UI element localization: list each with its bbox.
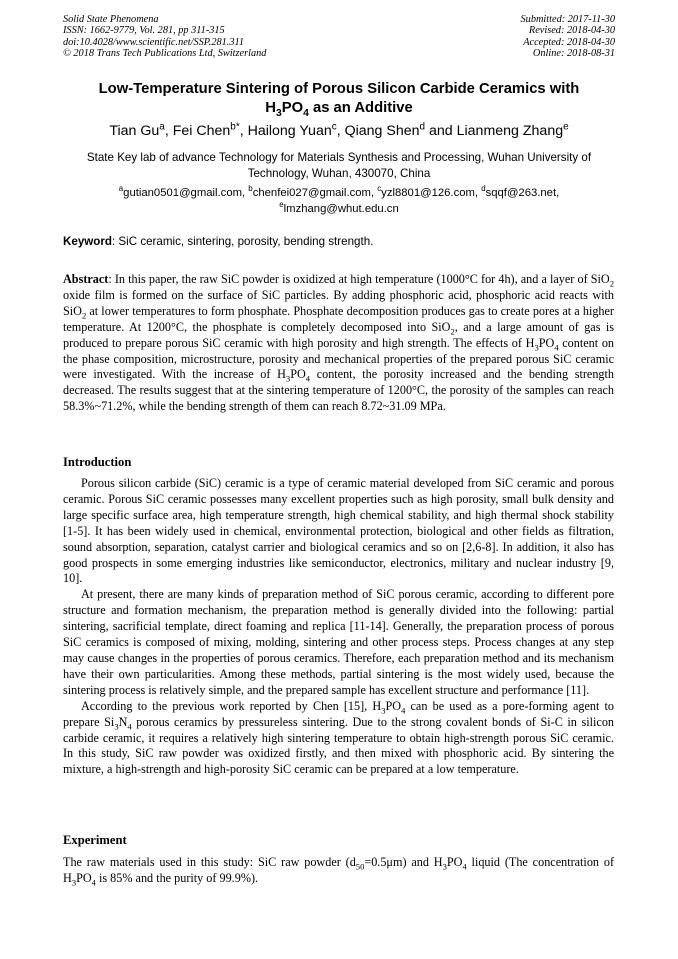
author-affiliation-mark: c: [331, 121, 337, 133]
title-line-1: Low-Temperature Sintering of Porous Silicon Carbide Ceramics with: [98, 81, 580, 97]
experiment-body: [63, 855, 614, 887]
email-address: chenfei027@gmail.com: [252, 187, 371, 199]
online-date: Online: 2018-08-31: [532, 48, 615, 60]
paper-title: [60, 80, 618, 118]
accepted-date: Accepted: 2018-04-30: [523, 36, 615, 48]
email-address: gutian0501@gmail.com: [123, 187, 243, 199]
section-heading-experiment: Experiment: [63, 833, 127, 847]
email-address: sqqf@263.net: [485, 187, 557, 199]
keywords: [63, 235, 373, 249]
copyright-line: © 2018 Trans Tech Publications Ltd, Switzerland: [63, 48, 267, 60]
doi-line: doi:10.4028/www.scientific.net/SSP.281.311: [63, 36, 245, 48]
email-mark: b: [248, 184, 253, 194]
author-emails: $^a$gutian0501@gmail.com, $^b$chenfei027@gmail.com, $^c$yzl8801@126.com, $^d$sqqf@263.net, $^e$lmzhang@whut.edu.cn: [118, 184, 560, 215]
affiliation: State Key lab of advance Technology for Materials Synthesis and Processing, Wuhan University of Technology, Wuhan, 430070, China: [86, 151, 592, 180]
author-name: Hailong Yuan: [247, 123, 332, 139]
issn-line: ISSN: 1662-9779, Vol. 281, pp 311-315: [63, 25, 225, 37]
revised-date: Revised: 2018-04-30: [528, 25, 615, 37]
journal-name: Solid State Phenomena: [63, 14, 159, 25]
email-address: lmzhang@whut.edu.cn: [283, 202, 399, 215]
author-affiliation-mark: d: [419, 121, 426, 133]
author-affiliation-mark: b*: [230, 121, 240, 133]
journal-header-right: [521, 14, 615, 60]
intro-paragraph-2: At present, there are many kinds of preparation method of SiC porous ceramic, according to different pore structure and formation mechanism, the preparation method is generally divided into the following: partial sintering, sacrificial template, direct foaming and replica [11-14]. Generally, the preparation process of porous SiC ceramics is composed of mixing, molding, sintering and other process steps. Process changes at any step may cause changes in the properties of porous ceramics. Therefore, each preparation method and its mechanism have their own particularities. Among these methods, partial sintering is the most widely used, because the sintering process is relatively simple, and the prepared sample has excellent structure and performance [11].: [63, 587, 614, 697]
keywords-text: : SiC ceramic, sintering, porosity, bending strength.: [111, 235, 374, 248]
submitted-date: Submitted: 2017-11-30: [520, 14, 615, 25]
author-name: Tian Gu: [109, 123, 160, 139]
intro-paragraph-3: According to the previous work reported by Chen [15], $H_3PO_4$ can be used as a pore-forming agent to prepare $Si_3N_4$ porous ceramics by pressureless sintering. Due to the strong covalent bonds of Si-C in silicon carbide ceramic, it requires a relatively high sintering temperature to obtain high-strength porous SiC ceramic. In this study, SiC raw powder was oxidized firstly, and then mixed with phosphoric acid. By sintering the mixture, a high-strength and high-porosity SiC ceramic can be prepared at a low temperature.: [63, 698, 615, 777]
intro-paragraph-1: Porous silicon carbide (SiC) ceramic is a type of ceramic material developed from SiC ceramic and porous ceramic. Porous SiC ceramic possesses many excellent properties such as high porosity, small bulk density and large specific surface area, high temperature strength, high chemical stability, and high thermal shock stability [1-5]. It has been widely used in chemical, environmental protection, biological and other fields as filtration, sound absorption, separation, catalyst carrier and biological ceramics and so on [2,6-8]. In addition, it also has good prospects in some emerging industries like semiconductor, electronics, military and nuclear industry [9, 10].: [63, 476, 614, 586]
author-name: Lianmeng Zhang: [456, 123, 564, 139]
author-affiliation-mark: a: [159, 121, 165, 133]
abstract-text: : In this paper, the raw SiC powder is oxidized at high temperature (1000°C for 4h), and a layer of SiO$_2$ oxide film is formed on the surface of SiC particles. By adding phosphoric acid, phosphoric acid reacts with SiO$_2$ at lower temperatures to form phosphate. Phosphate decomposition produces gas to create pores at a higher temperature. At 1200°C, the phosphate is completely decomposed into SiO$_2$, and a large amount of gas is produced to prepare porous SiC ceramic with high porosity and high strength. The effects of $H_3PO_4$ content on the phase composition, microstructure, porosity and mechanical properties of the prepared porous SiC ceramic were investigated. With the increase of $H_3PO_4$ content, the porosity increased and the bending strength decreased. The results suggest that at the sintering temperature of 1200°C, the porosity of the samples can reach 58.3%~71.2%, while the bending strength of them can reach 8.72~31.09 MPa.: [63, 272, 615, 414]
email-address: yzl8801@126.com: [381, 187, 475, 199]
introduction-body: [63, 476, 614, 778]
email-mark: d: [481, 184, 486, 194]
experiment-paragraph: The raw materials used in this study: SiC raw powder $(d_{50}=0.5\mu m)$ and $H_3PO_4$ liquid (The concentration of $H_3PO_4$ is 85% and the purity of 99.9%).: [63, 855, 615, 888]
abstract-label: Abstract: [63, 272, 109, 286]
abstract: [63, 272, 614, 415]
email-mark: a: [118, 184, 124, 194]
journal-header-left: [63, 14, 266, 60]
title-line-2: $H_3PO_4$ as an Additive: [265, 100, 413, 119]
author-name: Fei Chen: [172, 123, 231, 139]
author-list: Tian Gu$^a$, Fei Chen$^{b*}$, Hailong Yuan$^c$, Qiang Shen$^d$ and Lianmeng Zhang$^e$: [109, 121, 569, 139]
keywords-label: Keyword: [63, 235, 112, 248]
email-mark: e: [279, 199, 284, 209]
section-heading-introduction: Introduction: [63, 455, 132, 469]
author-affiliation-mark: e: [563, 121, 569, 133]
author-name: Qiang Shen: [344, 123, 420, 139]
email-mark: c: [377, 184, 382, 194]
